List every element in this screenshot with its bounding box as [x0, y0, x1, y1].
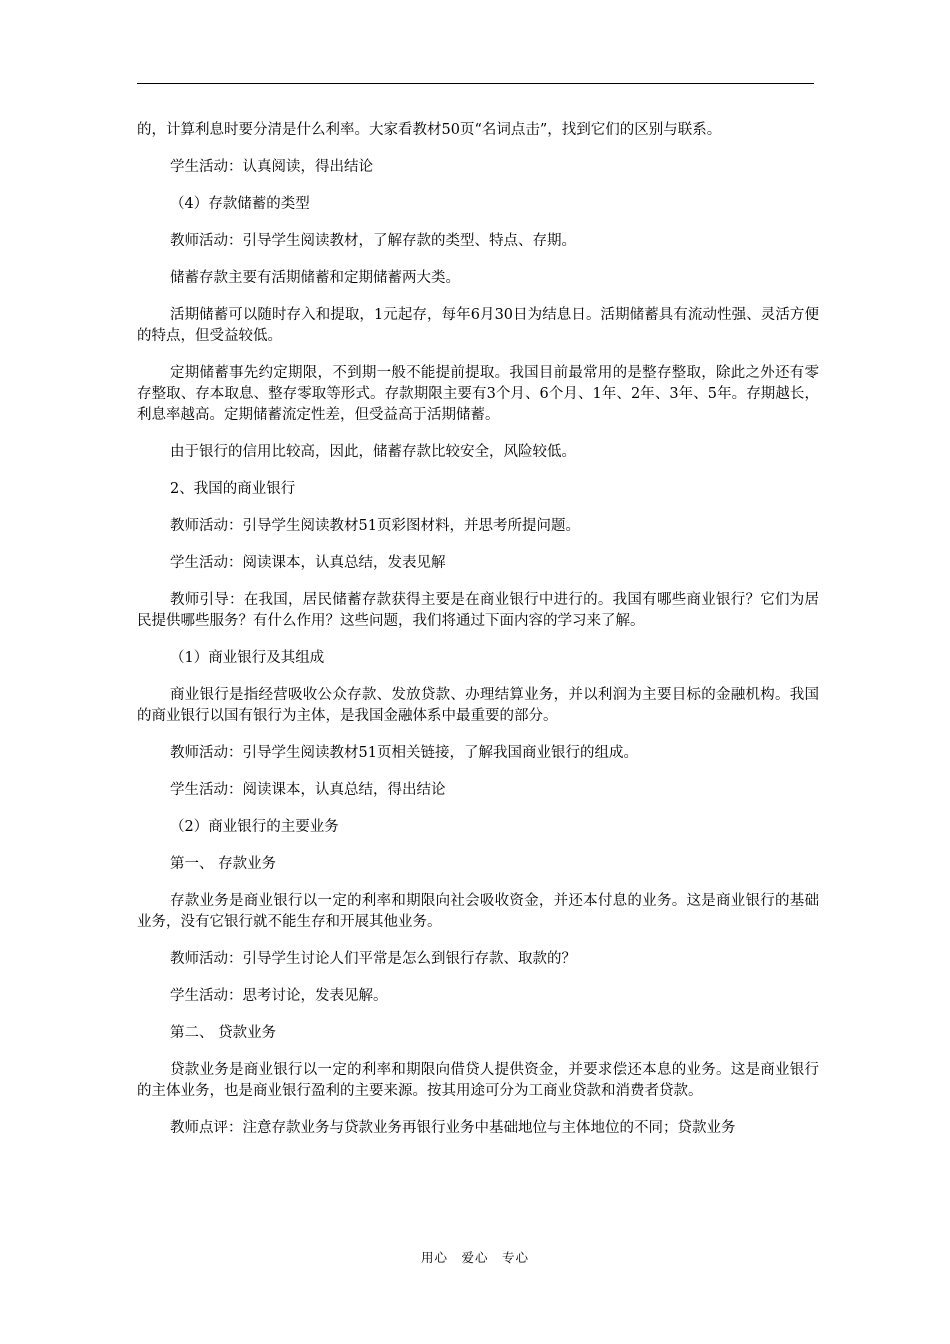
paragraph: 学生活动：阅读课本，认真总结，发表见解: [170, 555, 446, 571]
paragraph: 学生活动：认真阅读，得出结论: [170, 159, 373, 175]
paragraph: 教师活动：引导学生阅读教材，了解存款的类型、特点、存期。: [170, 233, 576, 249]
section-heading: 第二、 贷款业务: [170, 1025, 277, 1041]
paragraph: 定期储蓄事先约定期限，不到期一般不能提前提取。我国目前最常用的是整存整取，除此之外还有零存整取、存本取息、整存零取等形式。存款期限主要有3个月、6个月、1年、2年、3年、5年。存期越长，利息率越高。定期储蓄流定性差，但受益高于活期储蓄。: [137, 365, 819, 423]
document-body: [137, 120, 819, 1155]
section-heading: 2、我国的商业银行: [170, 481, 296, 497]
paragraph: 教师活动：引导学生阅读教材51页彩图材料，并思考所提问题。: [170, 518, 580, 534]
paragraph: 教师点评：注意存款业务与贷款业务再银行业务中基础地位与主体地位的不同；贷款业务: [170, 1120, 736, 1136]
paragraph: 商业银行是指经营吸收公众存款、发放贷款、办理结算业务，并以利润为主要目标的金融机构。我国的商业银行以国有银行为主体，是我国金融体系中最重要的部分。: [137, 687, 819, 724]
header-rule: [137, 83, 814, 84]
paragraph: 学生活动：思考讨论，发表见解。: [170, 988, 388, 1004]
paragraph: 教师活动：引导学生讨论人们平常是怎么到银行存款、取款的？: [170, 951, 576, 967]
paragraph: 活期储蓄可以随时存入和提取，1元起存，每年6月30日为结息日。活期储蓄具有流动性强、灵活方便的特点，但受益较低。: [137, 307, 819, 344]
section-heading: （2）商业银行的主要业务: [170, 819, 339, 835]
paragraph: 教师引导：在我国，居民储蓄存款获得主要是在商业银行中进行的。我国有哪些商业银行？它们为居民提供哪些服务？有什么作用？这些问题，我们将通过下面内容的学习来了解。: [137, 592, 819, 629]
paragraph: 教师活动：引导学生阅读教材51页相关链接，了解我国商业银行的组成。: [170, 745, 638, 761]
paragraph: 由于银行的信用比较高，因此，储蓄存款比较安全，风险较低。: [170, 444, 576, 460]
paragraph: 学生活动：阅读课本，认真总结，得出结论: [170, 782, 446, 798]
section-heading: 第一、 存款业务: [170, 856, 277, 872]
section-heading: （4）存款储蓄的类型: [170, 196, 310, 212]
paragraph: 储蓄存款主要有活期储蓄和定期储蓄两大类。: [170, 270, 460, 286]
section-heading: （1）商业银行及其组成: [170, 650, 325, 666]
paragraph: 贷款业务是商业银行以一定的利率和期限向借贷人提供资金，并要求偿还本息的业务。这是商业银行的主体业务，也是商业银行盈利的主要来源。按其用途可分为工商业贷款和消费者贷款。: [137, 1062, 819, 1099]
page-footer: 用心 爱心 专心: [420, 1250, 529, 1265]
paragraph: 存款业务是商业银行以一定的利率和期限向社会吸收资金，并还本付息的业务。这是商业银行的基础业务，没有它银行就不能生存和开展其他业务。: [137, 893, 819, 930]
paragraph: 的，计算利息时要分清是什么利率。大家看教材50页“名词点击”，找到它们的区别与联系。: [137, 122, 722, 138]
